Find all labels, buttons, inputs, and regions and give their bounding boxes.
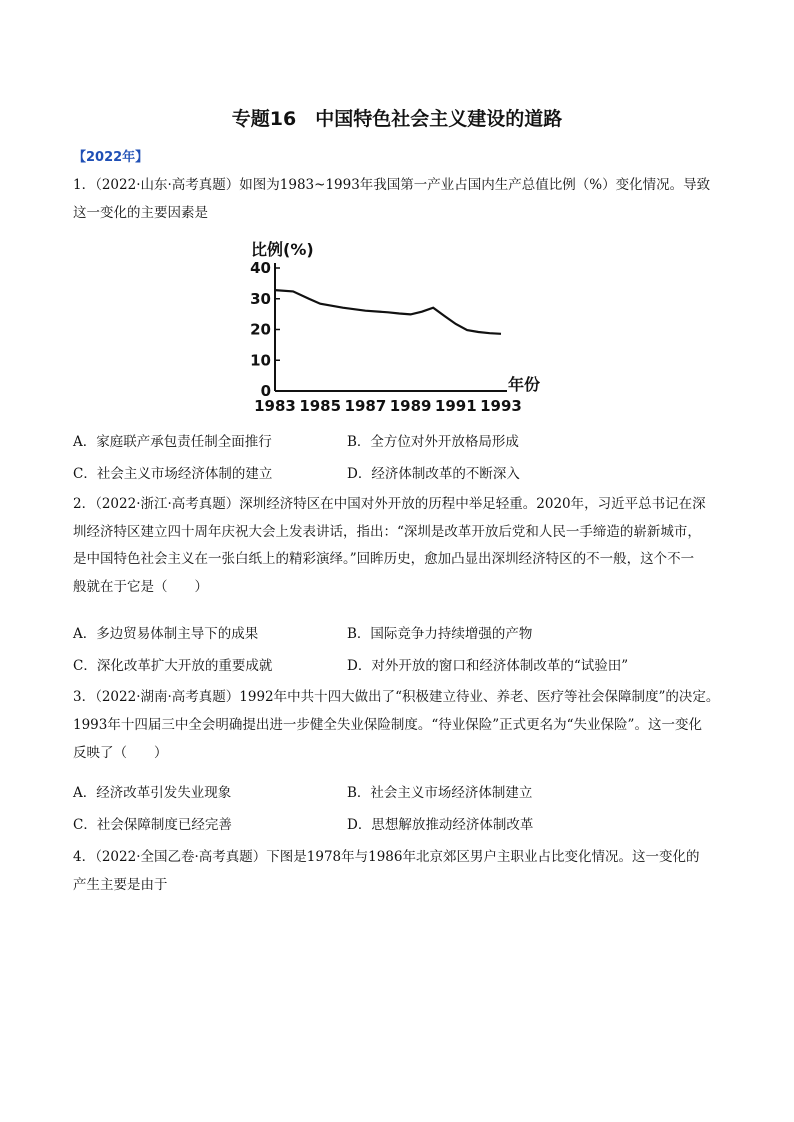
chart-x-ticks [254, 397, 522, 415]
chart-y-tick-label: 40 [250, 259, 271, 277]
q1-option-d[interactable]: D．经济体制改革的不断深入 [347, 466, 520, 482]
question-3-line-3: 反映了（ ） [73, 745, 168, 761]
question-2-line-2: 圳经济特区建立四十周年庆祝大会上发表讲话，指出：“深圳是改革开放后党和人民一手缔造的崭新城市， [73, 523, 701, 540]
q3-option-d[interactable]: D．思想解放推动经济体制改革 [347, 817, 534, 833]
chart-series-line [275, 290, 501, 334]
chart-x-tick-label: 1991 [434, 397, 477, 415]
chart-x-tick-label: 1993 [480, 397, 522, 415]
section-year-label: 【2022年】 [73, 150, 149, 165]
q3-option-b[interactable]: B．社会主义市场经济体制建立 [347, 785, 533, 801]
chart-x-tick-label: 1983 [254, 397, 296, 415]
q1-option-a[interactable]: A．家庭联产承包责任制全面推行 [73, 434, 272, 450]
q3-option-a[interactable]: A．经济改革引发失业现象 [73, 785, 232, 801]
question-4-line-2: 产生主要是由于 [73, 877, 168, 893]
chart-y-tick-label: 10 [250, 351, 271, 370]
q2-option-d[interactable]: D．对外开放的窗口和经济体制改革的“试验田” [347, 658, 629, 674]
q3-option-c[interactable]: C．社会保障制度已经完善 [73, 817, 232, 833]
chart-x-axis-label: 年份 [508, 375, 541, 394]
question-1-line-2: 这一变化的主要因素是 [73, 205, 208, 221]
q2-option-c[interactable]: C．深化改革扩大开放的重要成就 [73, 658, 273, 674]
question-2-line-4: 般就在于它是（ ） [73, 578, 208, 595]
gdp-share-line-chart [245, 233, 555, 418]
q1-option-c[interactable]: C．社会主义市场经济体制的建立 [73, 466, 273, 482]
chart-x-tick-label: 1989 [389, 397, 432, 415]
question-2-line-3: 是中国特色社会主义在一张白纸上的精彩演绎。”回眸历史，愈加凸显出深圳经济特区的不一般，这个不一 [73, 551, 695, 567]
question-3-stem [73, 683, 733, 767]
question-4-stem [73, 843, 733, 899]
question-3-line-2: 1993年十四届三中全会明确提出进一步健全失业保险制度。“待业保险”正式更名为“失业保险”。这一变化 [73, 717, 702, 733]
chart-x-tick-label: 1987 [344, 397, 387, 415]
question-4-line-1: 4．（2022·全国乙卷·高考真题）下图是1978年与1986年北京郊区男户主职业占比变化情况。这一变化的 [73, 849, 700, 865]
chart-y-axis-label: 比例(%) [251, 240, 314, 259]
question-1-line-1: 1．（2022·山东·高考真题）如图为1983~1993年我国第一产业占国内生产总值比例（%）变化情况。导致 [73, 177, 711, 193]
chart-x-tick-label: 1985 [299, 397, 342, 415]
q2-option-b[interactable]: B．国际竞争力持续增强的产物 [347, 626, 533, 642]
chart-y-tick-label: 20 [250, 320, 271, 339]
q1-option-b[interactable]: B．全方位对外开放格局形成 [347, 434, 519, 450]
question-1-stem [73, 171, 733, 227]
question-3-line-1: 3．（2022·湖南·高考真题）1992年中共十四大做出了“积极建立待业、养老、医疗等社会保障制度”的决定。 [73, 689, 720, 705]
chart-y-tick-label: 0 [260, 382, 271, 400]
chart-y-tick-label: 30 [250, 289, 271, 308]
question-2-stem [73, 491, 733, 601]
page-title: 专题16 中国特色社会主义建设的道路 [231, 108, 563, 130]
question-2-line-1: 2．（2022·浙江·高考真题）深圳经济特区在中国对外开放的历程中举足轻重。2020年，习近平总书记在深 [73, 496, 706, 512]
q2-option-a[interactable]: A．多边贸易体制主导下的成果 [73, 626, 259, 642]
